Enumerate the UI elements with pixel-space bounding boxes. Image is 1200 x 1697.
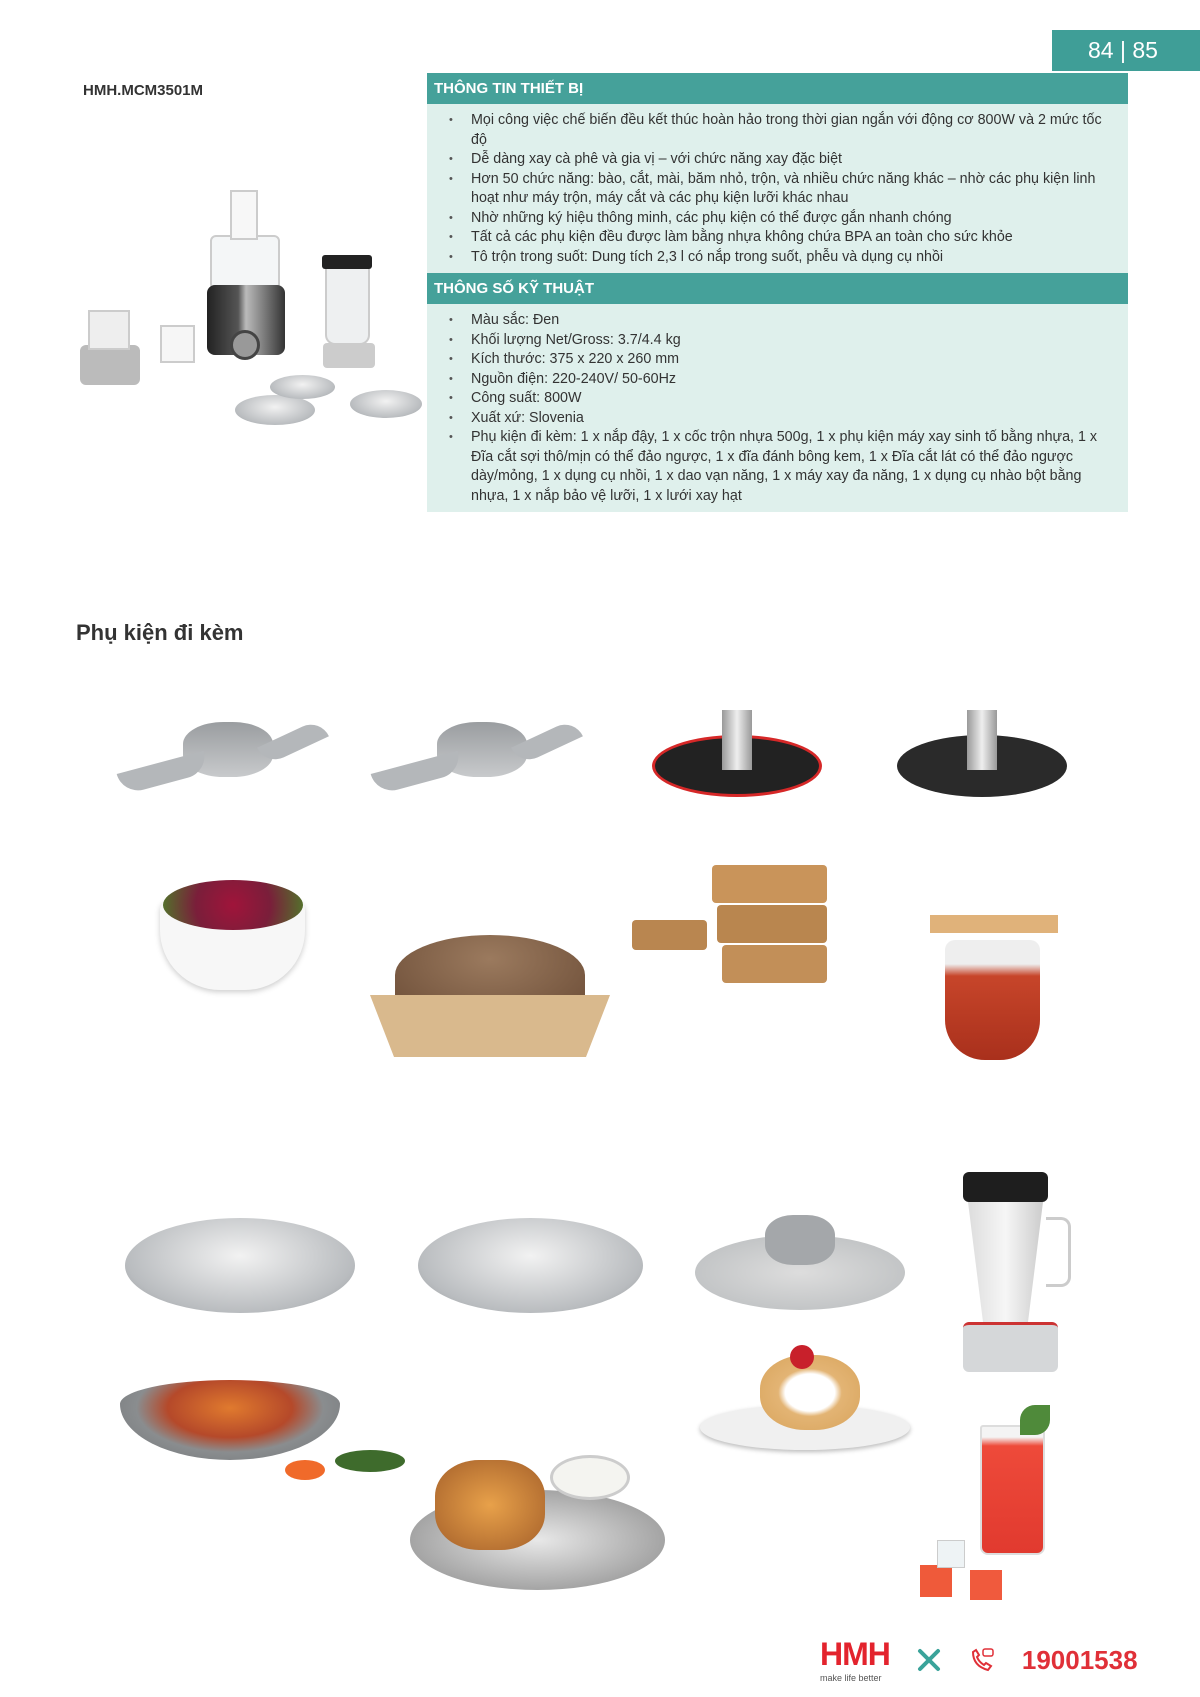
hotline-number[interactable]: 19001538 xyxy=(1021,1645,1138,1675)
phone-support-icon xyxy=(968,1646,996,1674)
beet-salad-image xyxy=(155,870,310,995)
kneading-tool-image xyxy=(372,712,587,812)
bread-loaf-image xyxy=(350,935,630,1065)
info-panel xyxy=(427,73,1128,512)
blade-cover-disc-image xyxy=(695,1215,905,1315)
cake-roll-image xyxy=(700,1345,910,1460)
model-code: HMH.MCM3501M xyxy=(83,82,204,99)
page-number: 84 | 85 xyxy=(1052,30,1200,71)
product-image-food-processor xyxy=(75,185,425,445)
specs-list xyxy=(427,304,1128,512)
list-item: • Nhờ những ký hiệu thông minh, các phụ kiện có thể được gắn nhanh chóng xyxy=(449,209,1118,229)
list-item: • Phụ kiện đi kèm: 1 x nắp đậy, 1 x cốc trộn nhựa 500g, 1 x phụ kiện máy xay sinh tố bằng nhựa, 1 x Đĩa cắt sợi thô/mịn có thể đảo ngược, 1 x đĩa đánh bông kem, 1 x Đĩa cắt lát có thể đảo ngược dày/mỏng, 1 x dụng cụ nhồi, 1 x dao vạn năng, 1 x máy xay đa năng, 1 x dụng cụ nhào bột bằng nhựa, 1 x nắp bảo vệ lưỡi, 1 x lưới xay hạt xyxy=(449,428,1118,506)
list-item: • Mọi công việc chế biến đều kết thúc hoàn hảo trong thời gian ngắn với động cơ 800W và 2 mức tốc độ xyxy=(449,111,1118,150)
list-item: • Dễ dàng xay cà phê và gia vị – với chức năng xay đặc biệt xyxy=(449,150,1118,170)
list-item: • Công suất: 800W xyxy=(449,389,1118,409)
section-header-device-info: THÔNG TIN THIẾT BỊ xyxy=(427,73,1128,104)
section-header-specs: THÔNG SỐ KỸ THUẬT xyxy=(427,273,1128,304)
brand-tagline: make life better xyxy=(820,1673,882,1683)
roasted-vegetables-image xyxy=(120,1380,420,1500)
watermelon-juice-image xyxy=(915,1405,1065,1605)
hash-browns-plate-image xyxy=(410,1455,680,1595)
brand-name: HMH xyxy=(820,1636,890,1672)
blender-blade-red-image xyxy=(652,710,822,820)
list-item: • Màu sắc: Đen xyxy=(449,311,1118,331)
shredding-disc-image xyxy=(418,1218,643,1313)
accessories-heading: Phụ kiện đi kèm xyxy=(76,620,244,645)
dough-hook-image xyxy=(118,712,333,812)
list-item: • Tất cả các phụ kiện đều được làm bằng nhựa không chứa BPA an toàn cho sức khỏe xyxy=(449,228,1118,248)
hmh-logo xyxy=(820,1636,890,1684)
list-item: • Tô trộn trong suốt: Dung tích 2,3 l có nắp trong suốt, phễu và dụng cụ nhồi xyxy=(449,248,1118,268)
list-item: • Hơn 50 chức năng: bào, cắt, mài, băm nhỏ, trộn, và nhiều chức năng khác – nhờ các phụ kiện linh hoạt như máy trộn, máy cắt và các phụ kiện lưỡi khác nhau xyxy=(449,170,1118,209)
granola-bars-image xyxy=(632,865,837,985)
slicing-disc-image xyxy=(125,1218,355,1313)
list-item: • Nguồn điện: 220-240V/ 50-60Hz xyxy=(449,370,1118,390)
list-item: • Xuất xứ: Slovenia xyxy=(449,409,1118,429)
list-item: • Khối lượng Net/Gross: 3.7/4.4 kg xyxy=(449,331,1118,351)
device-info-list xyxy=(427,104,1128,273)
gazpacho-glass-image xyxy=(930,885,1060,1070)
list-item: • Kích thước: 375 x 220 x 260 mm xyxy=(449,350,1118,370)
tools-icon xyxy=(916,1647,942,1673)
footer xyxy=(820,1636,1138,1684)
blender-blade-black-image xyxy=(897,710,1067,820)
blender-jug-image xyxy=(958,1172,1078,1382)
